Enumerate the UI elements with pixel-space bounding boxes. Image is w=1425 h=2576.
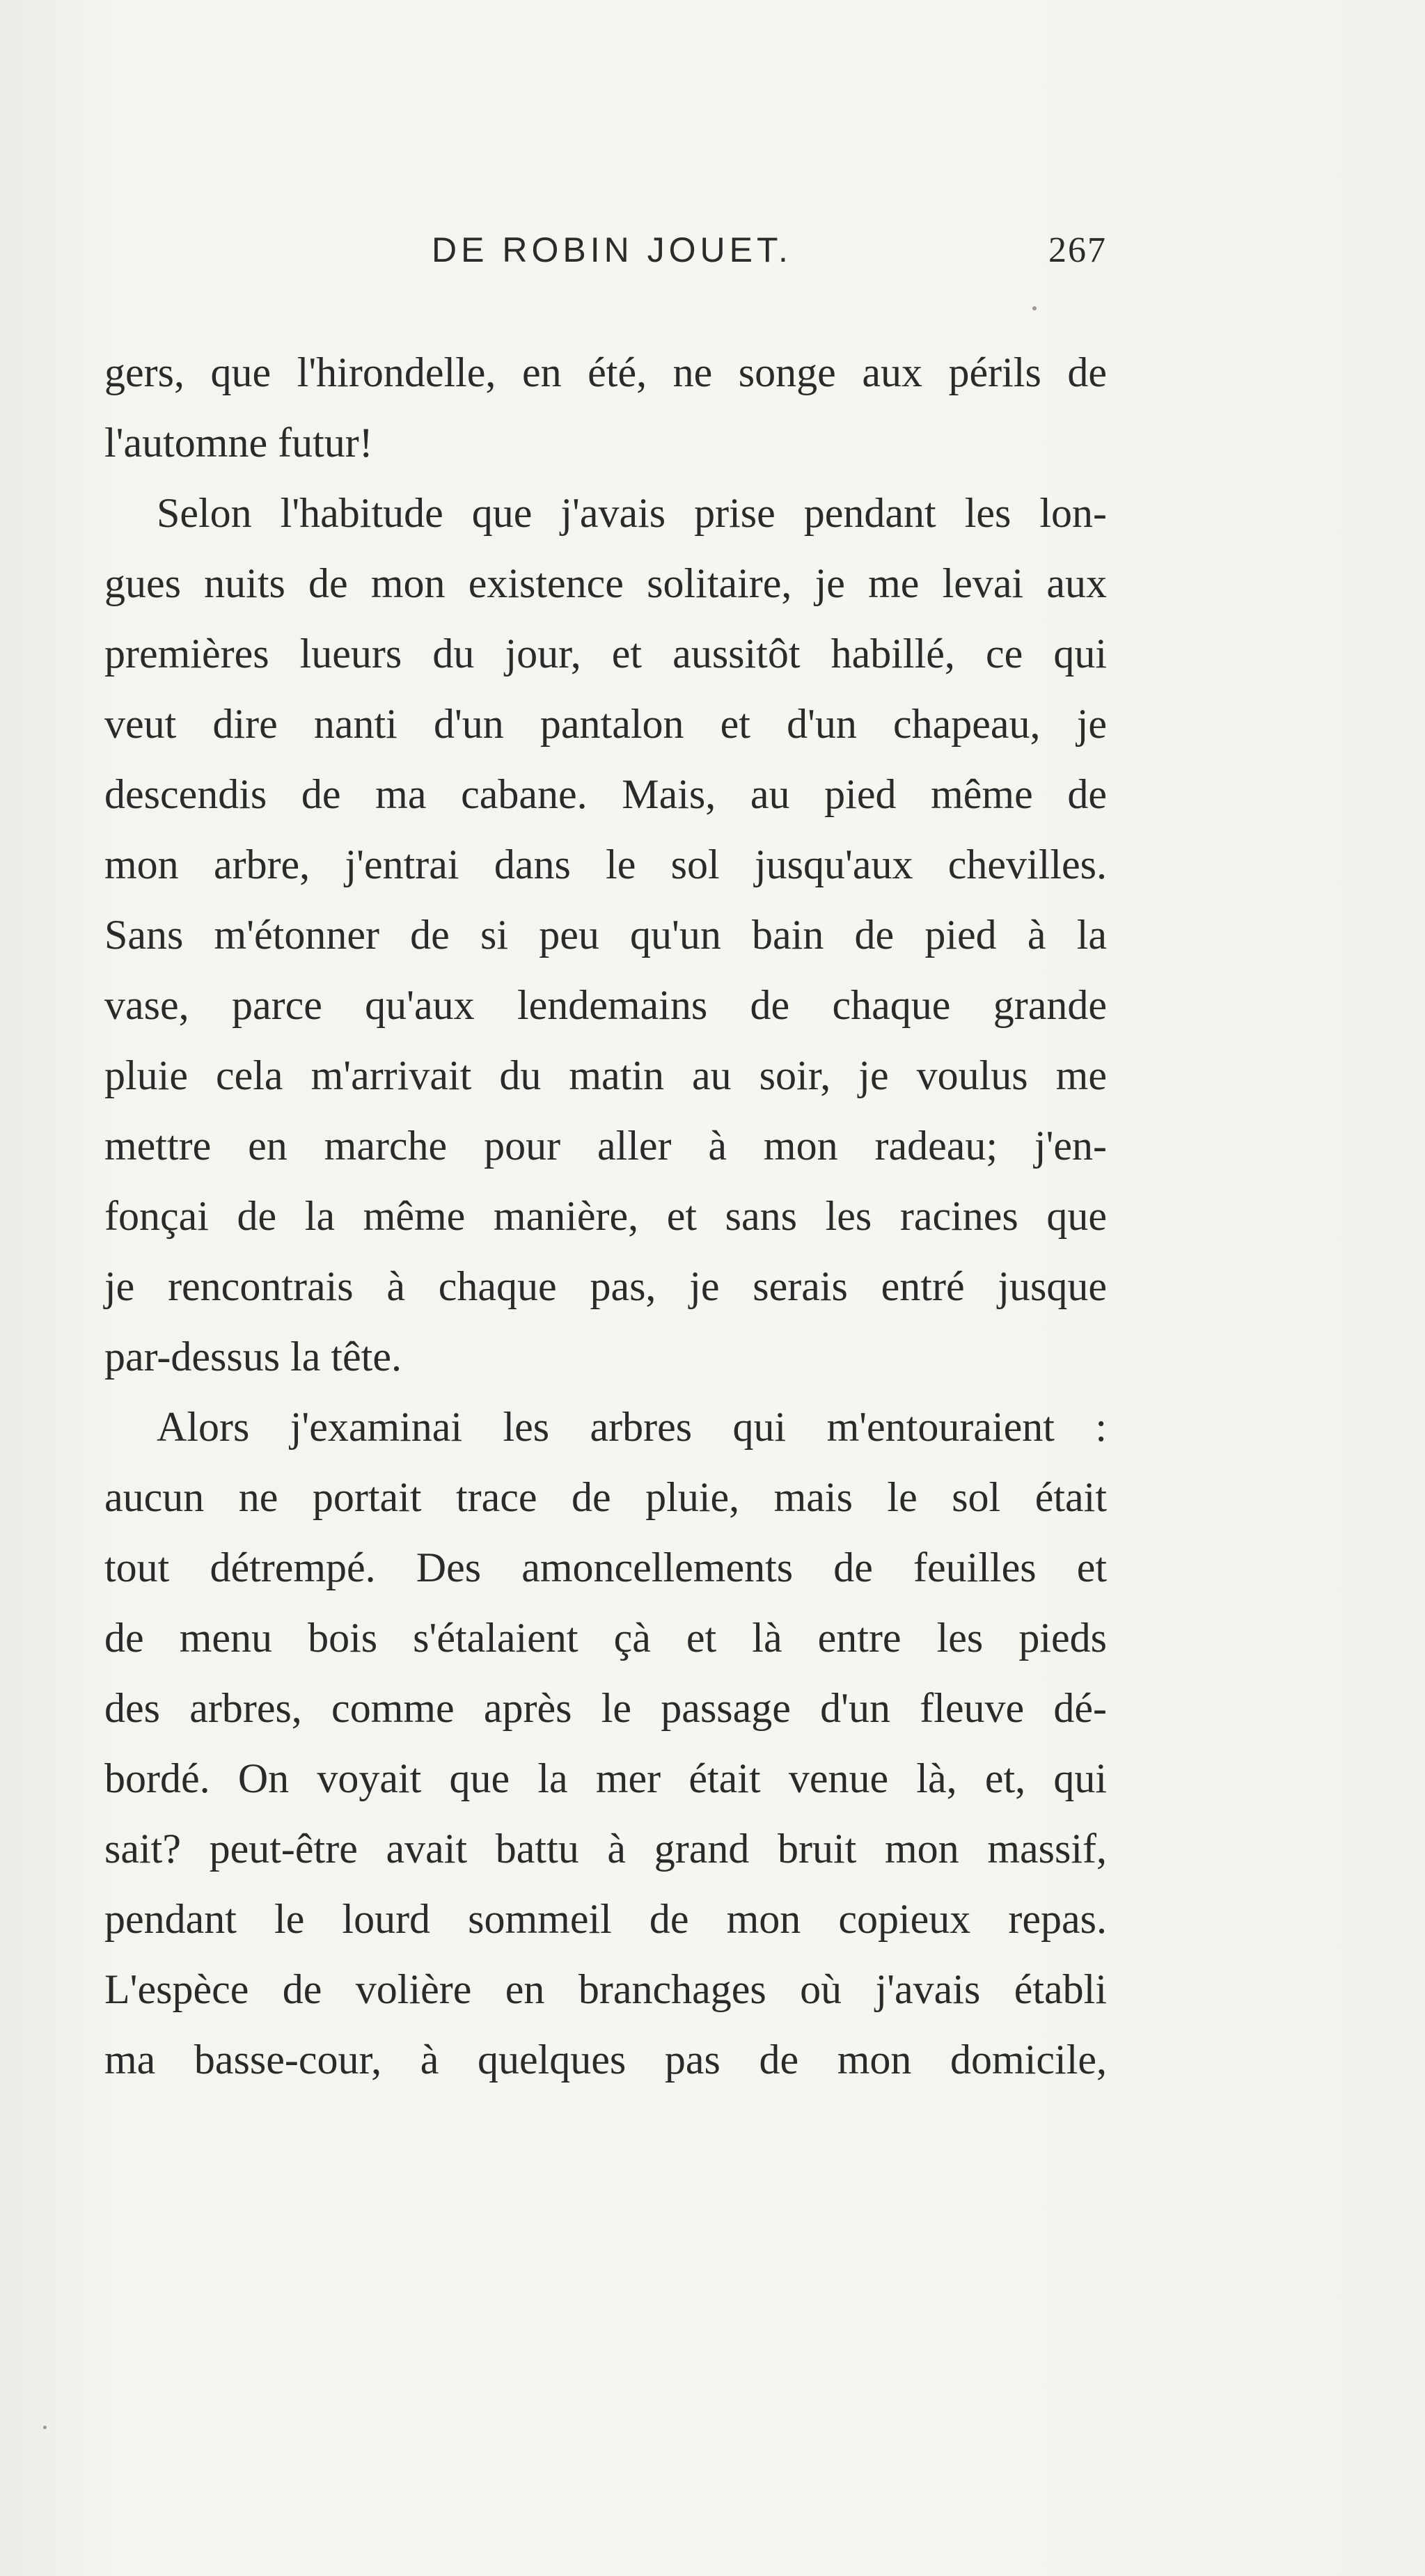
text-line: bordé. On voyait que la mer était venue là, et, qui — [104, 1755, 1107, 1801]
text-line: L'espèce de volière en branchages où j'avais établi — [104, 1966, 1107, 2012]
text-line: Alors j'examinai les arbres qui m'entouraient : — [157, 1404, 1107, 1450]
text-line: gers, que l'hirondelle, en été, ne songe aux périls de — [104, 349, 1107, 395]
page-number: 267 — [1048, 230, 1107, 270]
text-line: de menu bois s'étalaient çà et là entre les pieds — [104, 1615, 1107, 1661]
text-line: tout détrempé. Des amoncellements de feuilles et — [104, 1544, 1107, 1590]
text-line: vase, parce qu'aux lendemains de chaque grande — [104, 982, 1107, 1028]
text-line: descendis de ma cabane. Mais, au pied même de — [104, 771, 1107, 817]
text-line: sait? peut-être avait battu à grand bruit mon massif, — [104, 1826, 1107, 1872]
text-line: aucun ne portait trace de pluie, mais le sol était — [104, 1474, 1107, 1520]
text-line: veut dire nanti d'un pantalon et d'un chapeau, je — [104, 701, 1107, 747]
text-line: Selon l'habitude que j'avais prise pendant les lon- — [157, 490, 1107, 536]
text-line: mon arbre, j'entrai dans le sol jusqu'aux chevilles. — [104, 841, 1107, 887]
paper-speck — [43, 2426, 47, 2429]
running-head — [104, 230, 1107, 278]
text-line: fonçai de la même manière, et sans les racines que — [104, 1193, 1107, 1239]
text-line: l'automne futur! — [104, 420, 373, 466]
text-line: Sans m'étonner de si peu qu'un bain de pied à la — [104, 912, 1107, 958]
running-title: DE ROBIN JOUET. — [432, 230, 792, 269]
text-line: gues nuits de mon existence solitaire, je me levai aux — [104, 560, 1107, 606]
text-line: je rencontrais à chaque pas, je serais entré jusque — [104, 1263, 1107, 1309]
text-line: ma basse-cour, à quelques pas de mon domicile, — [104, 2037, 1107, 2083]
text-line: mettre en marche pour aller à mon radeau; j'en- — [104, 1123, 1107, 1169]
text-line: premières lueurs du jour, et aussitôt habillé, ce qui — [104, 631, 1107, 677]
text-line: des arbres, comme après le passage d'un fleuve dé- — [104, 1685, 1107, 1731]
body-text — [104, 338, 1107, 2095]
paper-speck — [1032, 306, 1037, 310]
text-line: pluie cela m'arrivait du matin au soir, je voulus me — [104, 1052, 1107, 1098]
text-line: par-dessus la tête. — [104, 1334, 402, 1380]
text-line: pendant le lourd sommeil de mon copieux repas. — [104, 1896, 1107, 1942]
